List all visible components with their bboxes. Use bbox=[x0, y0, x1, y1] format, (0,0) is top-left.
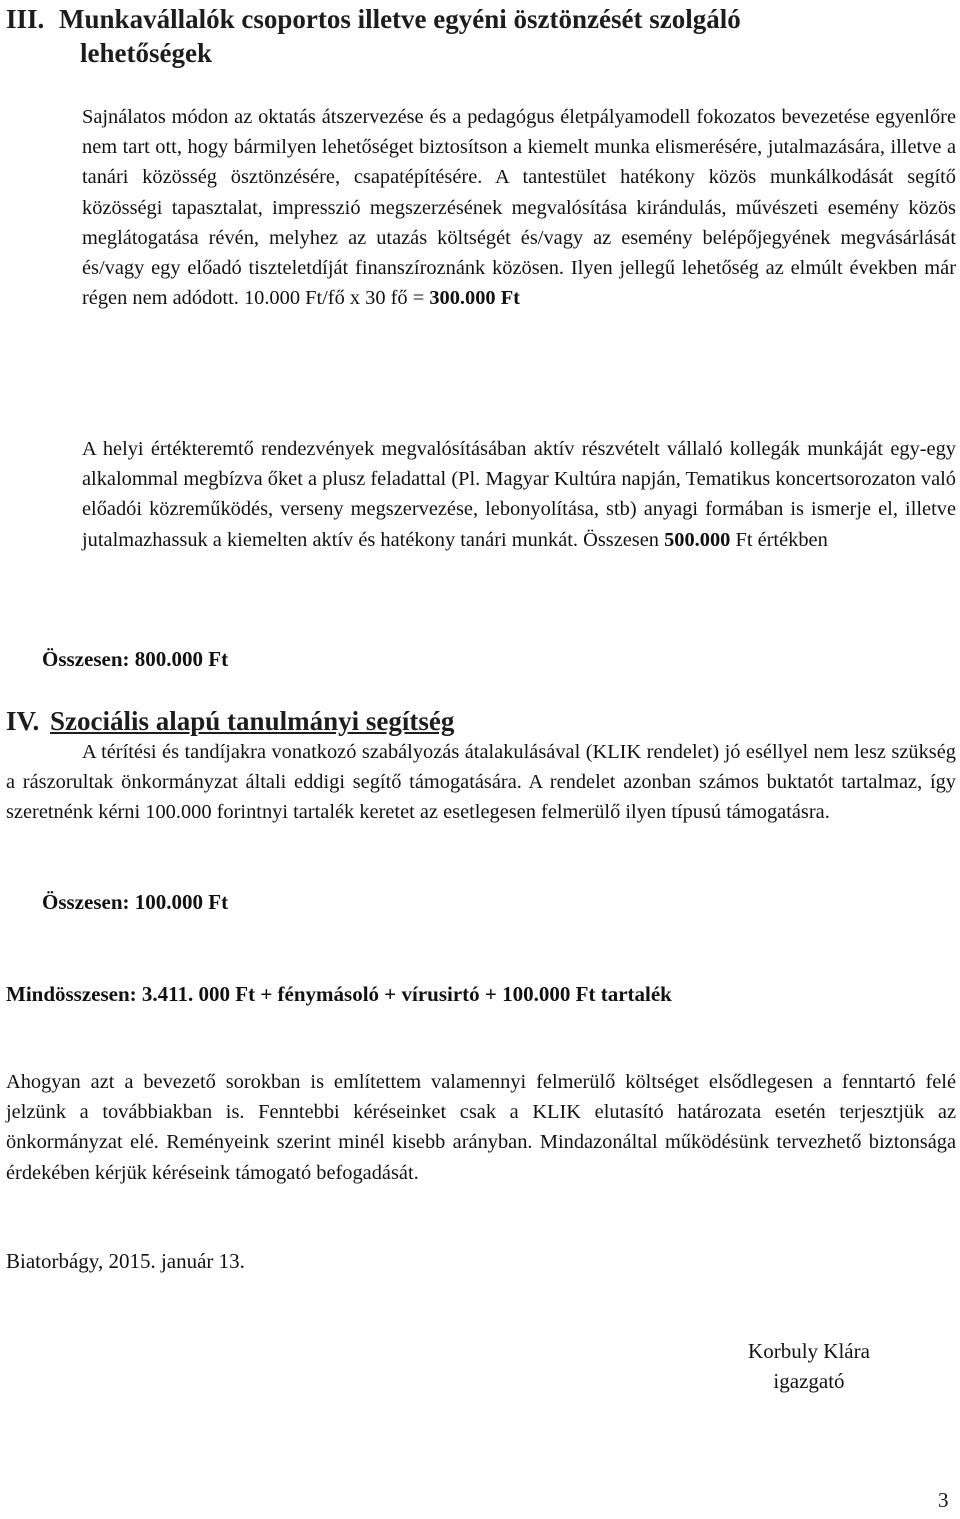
closing-paragraph: Ahogyan azt a bevezető sorokban is említettem valamennyi felmerülő költséget elsődlegesen a fenntartó felé jelzünk a továbbiakban is. Fenntebbi kéréseinket csak a KLIK elutasító határozata esetén terjesztjük az önkormányzat elé. Reményeink szerint minél kisebb arányban. Mindazonáltal működésünk tervezhető biztonsága érdekében kérjük kéréseink támogató befogadását. bbox=[6, 1071, 956, 1184]
section-3-body bbox=[82, 102, 956, 313]
signature-title: igazgató bbox=[773, 1369, 845, 1393]
section-3-title-line2: lehetőségek bbox=[80, 38, 212, 68]
section-4-paragraph: A térítési és tandíjakra vonatkozó szabályozás átalakulásával (KLIK rendelet) jó eséllyel nem lesz szükség a rászorultak önkormányzat általi eddigi segítő támogatására. A rendelet azonban számos buktatót tartalmaz, így szeretnénk kérni 100.000 forintnyi tartalék keretet az esetlegesen felmerülő ilyen típusú támogatásra. bbox=[6, 741, 956, 824]
section-3-paragraph-2: A tantestület hatékony közös munkálkodását segítő közösségi tapasztalat, impresszió megszerzésének megvalósítása kirándulás, művészeti esemény közös meglátogatása révén, melyhez az utazás költségét és/vagy az esemény belépőjegyének megvásárlását és/vagy egy előadó tiszteletdíját finanszíroznánk közösen. Ilyen jellegű lehetőség az elmúlt években már régen nem adódott. 10.000 Ft/fő x 30 fő = 300.000 Ft bbox=[82, 166, 956, 310]
page-number: 3 bbox=[938, 1488, 949, 1512]
section-4-title: Szociális alapú tanulmányi segítség bbox=[50, 706, 455, 736]
section-3-paragraph-1: Sajnálatos módon az oktatás átszervezése és a pedagógus életpályamodell fokozatos bevezetése egyenlőre nem tart ott, hogy bármilyen lehetőséget biztosítson a kiemelt munka elismerésére, jutalmazására, illetve a tanári közösség ösztönzésére, csapatépítésére. bbox=[82, 106, 956, 189]
section-3-paragraph-3: A helyi értékteremtő rendezvények megvalósításában aktív részvételt vállaló kollegák munkáját egy-egy alkalommal megbízva őket a plusz feladattal (Pl. Magyar Kultúra napján, Tematikus koncertsorozaton való előadói közreműködés, verseny megszervezése, lebonyolítása, stb) anyagi formában is ismerje el, illetve jutalmazhassuk a kiemelten aktív és hatékony tanári munkát. Összesen 500.000 Ft értékben bbox=[82, 438, 956, 551]
section-3-number: III. bbox=[6, 4, 45, 34]
section-4-number: IV. bbox=[6, 706, 40, 736]
section-3-heading bbox=[6, 2, 936, 70]
section-3-title-line1: Munkavállalók csoportos illetve egyéni ösztönzését szolgáló bbox=[59, 4, 741, 34]
place-date: Biatorbágy, 2015. január 13. bbox=[6, 1249, 245, 1273]
section-3-paragraph-3-amount: 500.000 bbox=[664, 528, 731, 551]
section-4-heading bbox=[6, 704, 454, 738]
signature-block bbox=[733, 1336, 885, 1396]
section-4-total: Összesen: 100.000 Ft bbox=[42, 890, 229, 914]
grand-total: Mindösszesen: 3.411. 000 Ft + fénymásoló + vírusirtó + 100.000 Ft tartalék bbox=[6, 982, 672, 1006]
section-3-paragraph-2-amount: 300.000 Ft bbox=[429, 287, 520, 310]
section-3-total: Összesen: 800.000 Ft bbox=[42, 647, 229, 671]
signature-name: Korbuly Klára bbox=[748, 1339, 870, 1363]
